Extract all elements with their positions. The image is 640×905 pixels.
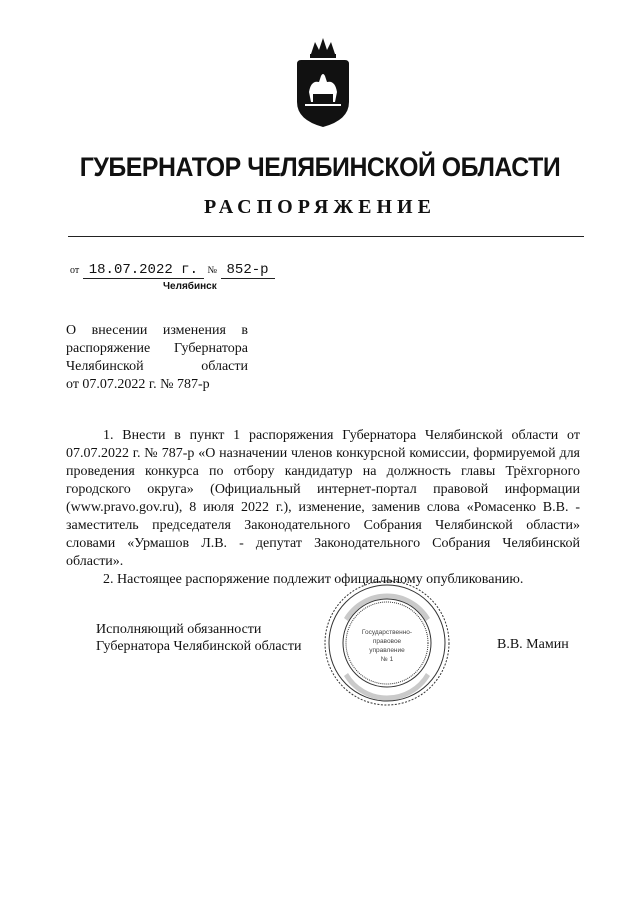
- subject-line: распоряжение Губернатора: [66, 341, 248, 356]
- document-city: Челябинск: [163, 281, 217, 292]
- seal-center-text: управление: [369, 647, 405, 654]
- document-number: 852-р: [221, 262, 275, 279]
- document-title: ГУБЕРНАТОР ЧЕЛЯБИНСКОЙ ОБЛАСТИ: [79, 152, 561, 182]
- number-sign: №: [207, 265, 218, 276]
- signatory-name: В.В. Мамин: [497, 637, 569, 652]
- document-body: [66, 427, 580, 589]
- body-paragraph: 2. Настоящее распоряжение подлежит официальному опубликованию.: [103, 572, 524, 587]
- position-line: Губернатора Челябинской области: [96, 639, 302, 654]
- subject-line: от 07.07.2022 г. № 787-р: [66, 377, 210, 392]
- subject-line: О внесении изменения в: [66, 323, 248, 338]
- seal-center-text: № 1: [380, 656, 394, 663]
- date-prefix: от: [70, 265, 80, 276]
- seal-center-text: правовое: [372, 638, 402, 645]
- document-date: 18.07.2022 г.: [83, 262, 204, 279]
- signatory-position: [96, 621, 301, 655]
- seal-center-text: Государственно-: [361, 629, 413, 636]
- subject-line: Челябинской области: [66, 359, 248, 374]
- document-dateline: [70, 262, 275, 278]
- document-type: РАСПОРЯЖЕНИЕ: [204, 196, 436, 218]
- coat-of-arms-emblem: [291, 32, 355, 128]
- header-divider: [68, 236, 584, 237]
- official-seal: [322, 578, 452, 708]
- position-line: Исполняющий обязанности: [96, 622, 262, 637]
- document-subject: [66, 322, 248, 394]
- body-paragraph: 1. Внести в пункт 1 распоряжения Губернатора Челябинской области от 07.07.2022 г. № 787-р «О назначении членов конкурсной комиссии, формируемой для проведения конкурса по отбору кандидатур на должность главы Трёхгорного городского округа» (Официальный интернет-портал правовой информации (www.pravo.gov.ru), 8 июля 2022 г.), изменение, заменив слова «Ромасенко В.В. - заместитель председателя Законодательного Собрания Челябинской области» словами «Урмашов Л.В. - депутат Законодательного Собрания Челябинской области».: [66, 428, 580, 569]
